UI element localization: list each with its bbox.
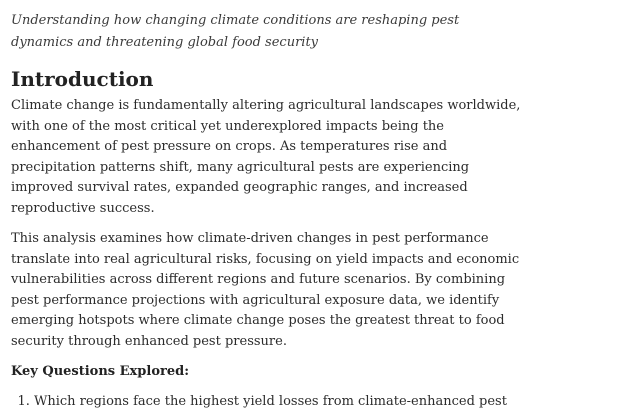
intro-paragraph-1: Climate change is fundamentally altering agricultural landscapes worldwide, with one of the most critical yet underexplored impacts being the enhancement of pest pressure on crops. As temperatures rise and precipitation patterns shift, many agricultural pests are experiencing improved survival rates, expanded geographic ranges, and increased reproductive success. <box>11 98 521 216</box>
key-questions-list <box>11 392 531 412</box>
key-question-item: 1. Which regions face the highest yield losses from climate-enhanced pest <box>34 392 531 412</box>
intro-paragraph-2: This analysis examines how climate-driven changes in pest performance translate into real agricultural risks, focusing on yield impacts and economic vulnerabilities across different regions and future scenarios. By combining pest performance projections with agricultural exposure data, we identify emerging hotspots where climate change poses the greatest threat to food security through enhanced pest pressure. <box>11 231 520 349</box>
article-content <box>11 10 531 412</box>
section-heading-introduction: Introduction <box>11 67 154 91</box>
article-subtitle: Understanding how changing climate conditions are reshaping pest dynamics and threatening global food security <box>11 13 460 50</box>
key-questions-heading: Key Questions Explored: <box>11 364 190 379</box>
